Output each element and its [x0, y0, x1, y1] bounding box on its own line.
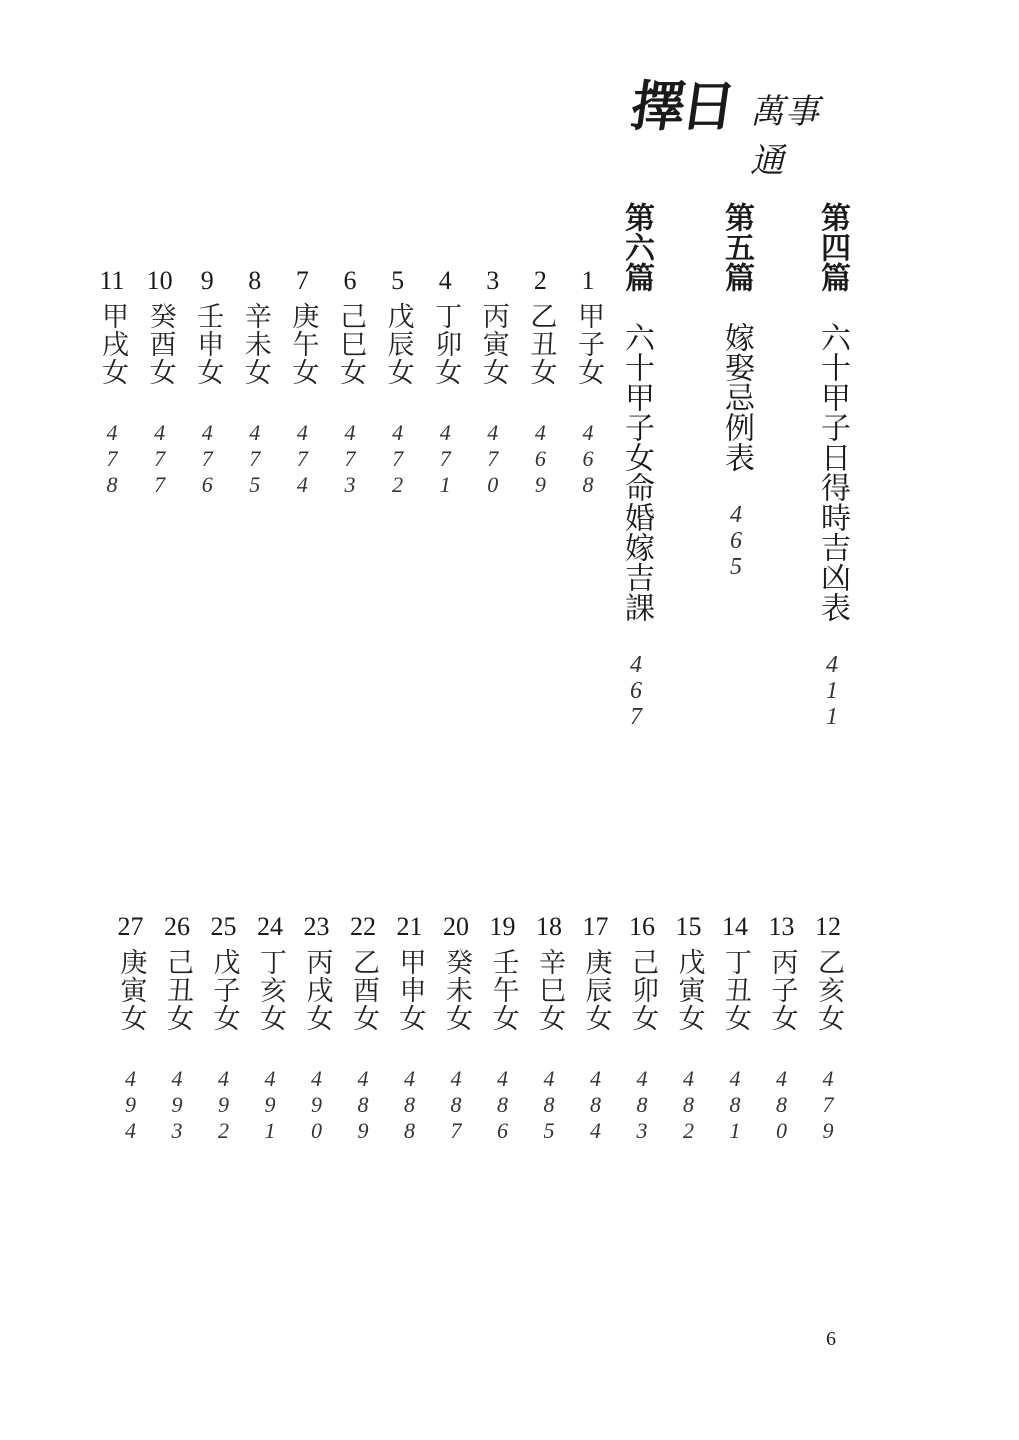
part-ordinal: 第六篇 — [619, 202, 654, 292]
toc-entry[interactable] — [92, 266, 132, 498]
entry-number: 19 — [489, 912, 516, 941]
entry-page-number: 4 7 6 — [201, 420, 213, 497]
entry-title: 癸未女 — [441, 948, 472, 1032]
entry-number: 18 — [536, 912, 562, 941]
toc-entry[interactable] — [622, 912, 662, 1144]
entry-number: 13 — [768, 912, 795, 941]
toc-entry[interactable] — [529, 912, 569, 1144]
toc-entry[interactable] — [808, 912, 848, 1144]
entry-page-number: 4 9 0 — [311, 1066, 322, 1143]
toc-entry[interactable] — [111, 912, 151, 1144]
part-ordinal: 第五篇 — [719, 202, 754, 292]
entry-number: 1 — [581, 266, 595, 295]
entry-title: 庚寅女 — [115, 948, 147, 1032]
entry-number: 23 — [303, 912, 330, 941]
entry-number: 25 — [210, 912, 237, 941]
entry-title: 甲戌女 — [97, 302, 128, 386]
entry-page-number: 4 8 1 — [729, 1066, 741, 1143]
entry-page-number: 4 8 5 — [543, 1066, 555, 1143]
entry-page-number: 4 9 3 — [171, 1066, 183, 1143]
entry-page-number: 4 8 2 — [683, 1066, 694, 1143]
entry-number: 8 — [248, 266, 262, 295]
entry-title: 丁亥女 — [255, 948, 286, 1032]
entry-number: 12 — [815, 912, 841, 941]
part-title: 六十甲子女命婚嫁吉課 — [619, 322, 654, 622]
entry-title: 乙酉女 — [348, 948, 379, 1032]
entry-title: 辛巳女 — [534, 948, 565, 1032]
entry-title: 戊寅女 — [673, 948, 705, 1032]
entry-number: 10 — [146, 266, 173, 295]
part-page-number: 4 1 1 — [826, 652, 838, 730]
toc-part[interactable] — [812, 202, 852, 730]
entry-title: 丙寅女 — [477, 302, 509, 386]
entry-page-number: 4 8 0 — [776, 1066, 787, 1143]
entry-page-number: 4 7 4 — [296, 420, 308, 497]
entry-title: 癸酉女 — [144, 302, 176, 386]
toc-entry[interactable] — [473, 266, 513, 498]
entry-title: 甲子女 — [573, 302, 604, 386]
toc-entry[interactable] — [390, 912, 430, 1144]
entry-number: 26 — [164, 912, 190, 941]
entry-page-number: 4 7 8 — [106, 420, 118, 497]
entry-title: 乙亥女 — [813, 948, 844, 1032]
toc-part[interactable] — [616, 202, 656, 730]
entry-title: 辛未女 — [239, 302, 271, 386]
entry-title: 甲申女 — [394, 948, 426, 1032]
entry-number: 16 — [629, 912, 655, 941]
entry-page-number: 4 8 9 — [357, 1066, 369, 1143]
entry-number: 2 — [533, 266, 547, 295]
entry-page-number: 4 6 9 — [534, 420, 546, 497]
entry-title: 壬午女 — [487, 948, 519, 1032]
entry-page-number: 4 7 2 — [392, 420, 404, 497]
part-page-number: 4 6 5 — [730, 502, 742, 580]
toc-entry[interactable] — [568, 266, 608, 498]
book-title-main: 擇日 — [627, 74, 737, 138]
toc-entry[interactable] — [297, 912, 337, 1144]
entry-number: 6 — [343, 266, 357, 295]
toc-entry[interactable] — [425, 266, 465, 498]
entry-title: 己卯女 — [627, 948, 658, 1032]
toc-entry[interactable] — [343, 912, 383, 1144]
toc-entry[interactable] — [483, 912, 523, 1144]
entry-title: 庚辰女 — [580, 948, 612, 1032]
entry-number: 24 — [257, 912, 283, 941]
entry-page-number: 4 6 8 — [582, 420, 594, 497]
entry-title: 庚午女 — [287, 302, 319, 386]
entry-title: 壬申女 — [192, 302, 224, 386]
entry-number: 7 — [295, 266, 309, 295]
entry-number: 27 — [117, 912, 144, 941]
entry-number: 9 — [200, 266, 214, 295]
toc-entry[interactable] — [436, 912, 476, 1144]
toc-entry[interactable] — [187, 266, 227, 498]
entry-title: 己丑女 — [162, 948, 193, 1032]
entry-number: 15 — [675, 912, 702, 941]
entry-title: 丙戌女 — [301, 948, 333, 1032]
entry-title: 戊辰女 — [382, 302, 414, 386]
book-title-sub: 萬事通 — [750, 92, 820, 181]
entry-title: 丙子女 — [766, 948, 798, 1032]
entry-page-number: 4 9 2 — [218, 1066, 229, 1143]
entry-number: 3 — [486, 266, 500, 295]
entry-number: 21 — [396, 912, 423, 941]
entry-number: 22 — [350, 912, 376, 941]
entry-title: 丁卯女 — [430, 302, 462, 386]
toc-entry[interactable] — [282, 266, 322, 498]
toc-entry[interactable] — [235, 266, 275, 498]
entry-page-number: 4 8 7 — [450, 1066, 462, 1143]
entry-number: 4 — [438, 266, 452, 295]
entry-number: 11 — [99, 266, 125, 295]
entry-number: 14 — [722, 912, 748, 941]
entry-title: 乙丑女 — [525, 302, 557, 386]
entry-title: 己巳女 — [335, 302, 366, 386]
toc-entry[interactable] — [157, 912, 197, 1144]
toc-entry[interactable] — [762, 912, 802, 1144]
entry-page-number: 4 7 0 — [487, 420, 499, 497]
part-ordinal: 第四篇 — [815, 202, 850, 292]
entry-title: 戊子女 — [208, 948, 240, 1032]
entry-title: 丁丑女 — [720, 948, 751, 1032]
toc-part[interactable] — [716, 202, 756, 580]
toc-entry[interactable] — [204, 912, 244, 1144]
entry-page-number: 4 7 7 — [154, 420, 166, 497]
entry-page-number: 4 7 3 — [344, 420, 356, 497]
entry-number: 17 — [582, 912, 609, 941]
entry-page-number: 4 8 6 — [497, 1066, 508, 1143]
entry-page-number: 4 9 4 — [125, 1066, 136, 1143]
part-title: 嫁娶忌例表 — [719, 322, 754, 472]
book-title-logo — [627, 64, 847, 181]
entry-page-number: 4 8 3 — [636, 1066, 648, 1143]
toc-entry[interactable] — [378, 266, 418, 498]
toc-entry[interactable] — [330, 266, 370, 498]
part-page-number: 4 6 7 — [630, 652, 642, 730]
entry-page-number: 4 8 8 — [404, 1066, 415, 1143]
toc-entry[interactable] — [715, 912, 755, 1144]
entry-page-number: 4 9 1 — [264, 1066, 276, 1143]
entry-page-number: 4 7 5 — [249, 420, 261, 497]
toc-entry[interactable] — [250, 912, 290, 1144]
entry-number: 5 — [391, 266, 405, 295]
toc-entry[interactable] — [140, 266, 180, 498]
page-number: 6 — [826, 1328, 836, 1350]
entry-number: 20 — [443, 912, 469, 941]
toc-entry[interactable] — [576, 912, 616, 1144]
part-title: 六十甲子日得時吉凶表 — [815, 322, 850, 622]
toc-entry[interactable] — [520, 266, 560, 498]
entry-page-number: 4 8 4 — [590, 1066, 601, 1143]
entry-page-number: 4 7 1 — [439, 420, 451, 497]
toc-entry[interactable] — [669, 912, 709, 1144]
entry-page-number: 4 7 9 — [822, 1066, 834, 1143]
